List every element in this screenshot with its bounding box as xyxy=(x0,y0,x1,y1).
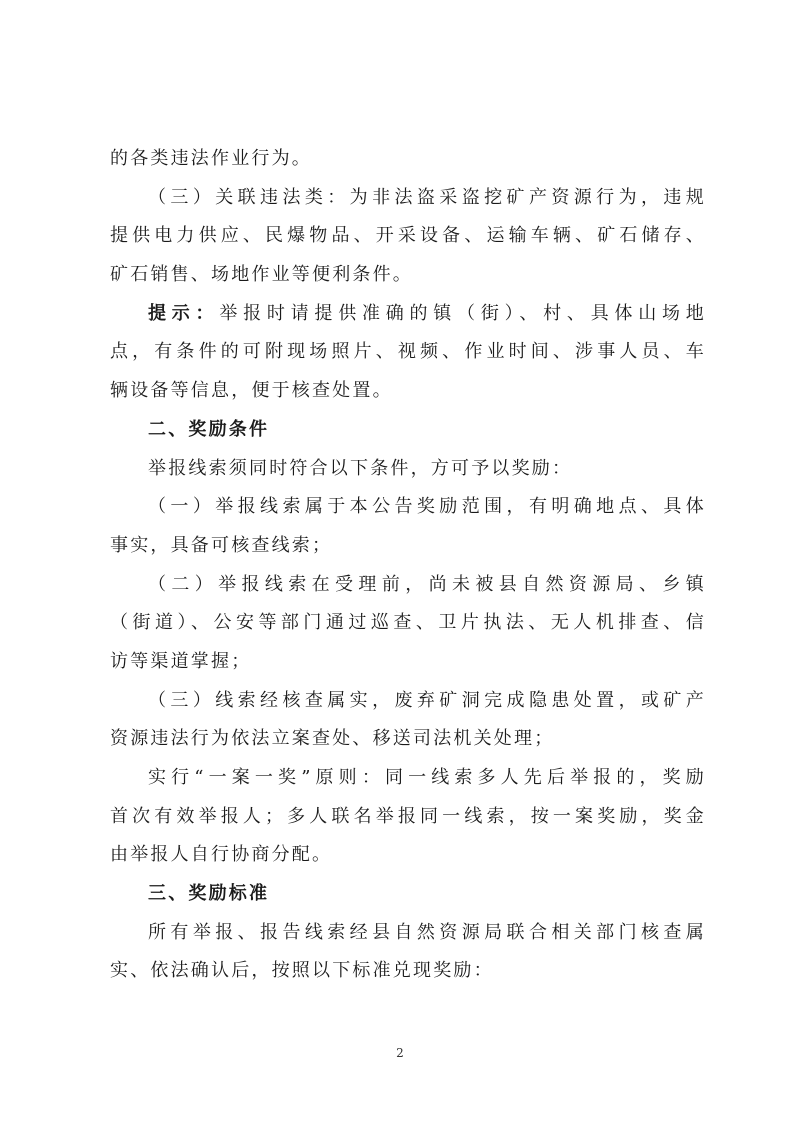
section-heading-reward-conditions: 二、奖励条件 xyxy=(148,418,270,440)
tip-label: 提示： xyxy=(148,302,220,324)
text-line: 点，有条件的可附现场照片、视频、作业时间、涉事人员、车 xyxy=(110,341,706,363)
text-line: （一）举报线索属于本公告奖励范围，有明确地点、具体 xyxy=(148,496,706,518)
text-line: 提供电力供应、民爆物品、开采设备、运输车辆、矿石储存、 xyxy=(110,225,706,247)
text-line: （三）关联违法类：为非法盗采盗挖矿产资源行为，违规 xyxy=(148,186,706,208)
text-line: 辆设备等信息，便于核查处置。 xyxy=(110,380,393,402)
text-line: 的各类违法作业行为。 xyxy=(110,148,312,169)
text-line: 所有举报、报告线索经县自然资源局联合相关部门核查属 xyxy=(148,921,706,943)
text-line: 首次有效举报人；多人联名举报同一线索，按一案奖励，奖金 xyxy=(110,805,706,827)
text-line: 由举报人自行协商分配。 xyxy=(110,844,333,866)
text-line: 资源违法行为依法立案查处、移送司法机关处理； xyxy=(110,728,555,750)
text-line: 举报时请提供准确的镇（街）、村、具体山场地 xyxy=(219,302,706,324)
text-line: 事实，具备可核查线索； xyxy=(110,534,333,556)
text-line: 矿石销售、场地作业等便利条件。 xyxy=(110,264,413,286)
text-line: 举报线索须同时符合以下条件，方可予以奖励： xyxy=(148,457,573,479)
text-line: （二）举报线索在受理前，尚未被县自然资源局、乡镇 xyxy=(148,573,706,595)
text-line: 实行“一案一奖”原则：同一线索多人先后举报的，奖励 xyxy=(148,767,706,788)
text-line: 访等渠道掌握； xyxy=(110,650,252,672)
tip-first-line xyxy=(110,295,706,334)
text-line: （街道）、公安等部门通过巡查、卫片执法、无人机排查、信 xyxy=(110,612,706,634)
document-body xyxy=(110,140,706,991)
section-heading-reward-standards: 三、奖励标准 xyxy=(148,883,270,905)
text-line: （三）线索经核查属实，废弃矿洞完成隐患处置，或矿产 xyxy=(148,689,706,711)
page-number: 2 xyxy=(396,1046,404,1060)
text-line: 实、依法确认后，按照以下标准兑现奖励： xyxy=(110,960,494,982)
